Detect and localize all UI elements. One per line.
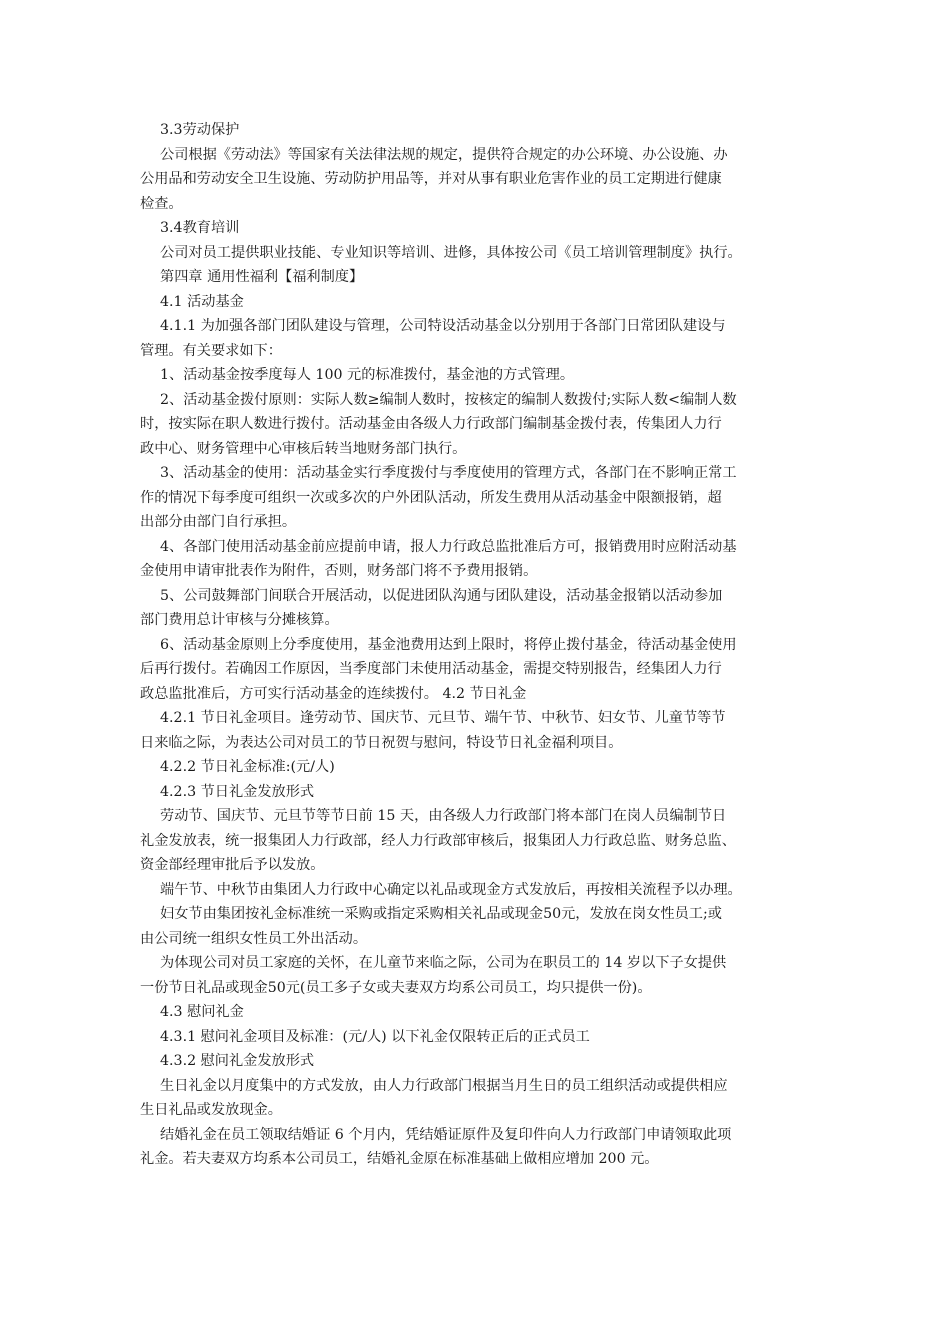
text-line: 4.2.1 节日礼金项目。逢劳动节、国庆节、元旦节、端午节、中秋节、妇女节、儿童节等节 — [160, 710, 726, 726]
text-line: 2、活动基金拨付原则：实际人数≥编制人数时，按核定的编制人数拨付;实际人数<编制人数 — [160, 391, 737, 408]
text-line: 检查。 — [140, 195, 183, 212]
text-line: 第四章 通用性福利【福利制度】 — [160, 269, 364, 285]
text-line: 生日礼金以月度集中的方式发放，由人力行政部门根据当月生日的员工组织活动或提供相应 — [160, 1077, 728, 1094]
text-line: 4.2.3 节日礼金发放形式 — [160, 783, 315, 800]
text-line: 管理。有关要求如下： — [140, 342, 282, 359]
text-line: 劳动节、国庆节、元旦节等节日前 15 天，由各级人力行政部门将本部门在岗人员编制节日 — [160, 808, 727, 824]
text-line: 6、活动基金原则上分季度使用，基金池费用达到上限时，将停止拨付基金，待活动基金使用 — [160, 636, 737, 653]
text-line: 资金部经理审批后予以发放。 — [140, 857, 325, 873]
text-line: 后再行拨付。若确因工作原因，当季度部门未使用活动基金，需提交特别报告，经集团人力行 — [140, 661, 722, 677]
text-line: 3、活动基金的使用：活动基金实行季度拨付与季度使用的管理方式，各部门在不影响正常工 — [160, 465, 737, 481]
text-line: 一份节日礼品或现金50元(员工多子女或夫妻双方均系公司员工，均只提供一份)。 — [140, 979, 652, 996]
text-line: 出部分由部门自行承担。 — [140, 514, 297, 530]
text-line: 公司对员工提供职业技能、专业知识等培训、进修，具体按公司《员工培训管理制度》执行。 — [160, 244, 742, 261]
text-line: 时，按实际在职人数进行拨付。活动基金由各级人力行政部门编制基金拨付表，传集团人力行 — [140, 416, 722, 432]
text-line: 4.2.2 节日礼金标准:(元/人) — [160, 759, 335, 775]
text-line: 4.1 活动基金 — [160, 293, 244, 310]
text-line: 3.4教育培训 — [160, 220, 240, 236]
text-line: 政中心、财务管理中心审核后转当地财务部门执行。 — [140, 440, 467, 457]
text-line: 作的情况下每季度可组织一次或多次的户外团队活动，所发生费用从活动基金中限额报销，超 — [140, 489, 722, 506]
text-line: 5、公司鼓舞部门间联合开展活动，以促进团队沟通与团队建设，活动基金报销以活动参加 — [160, 587, 723, 604]
text-line: 结婚礼金在员工领取结婚证 6 个月内，凭结婚证原件及复印件向人力行政部门申请领取此项 — [160, 1126, 732, 1143]
text-line: 礼金。若夫妻双方均系本公司员工，结婚礼金原在标准基础上做相应增加 200 元。 — [140, 1151, 659, 1167]
text-line: 4、各部门使用活动基金前应提前申请，报人力行政总监批准后方可，报销费用时应附活动基 — [160, 538, 737, 555]
text-line: 妇女节由集团按礼金标准统一采购或指定采购相关礼品或现金50元，发放在岗女性员工;或 — [160, 906, 722, 922]
text-line: 4.1.1 为加强各部门团队建设与管理，公司特设活动基金以分别用于各部门日常团队建设与 — [160, 318, 726, 334]
text-line: 1、活动基金按季度每人 100 元的标准拨付，基金池的方式管理。 — [160, 367, 575, 383]
document-page — [140, 118, 816, 1172]
text-line: 部门费用总计审核与分摊核算。 — [140, 612, 339, 628]
text-line: 4.3.2 慰问礼金发放形式 — [160, 1053, 315, 1069]
text-line: 由公司统一组织女性员工外出活动。 — [140, 930, 368, 947]
text-line: 政总监批准后，方可实行活动基金的连续拨付。 4.2 节日礼金 — [140, 685, 527, 702]
text-line: 3.3劳动保护 — [160, 122, 240, 138]
text-line: 公用品和劳动安全卫生设施、劳动防护用品等，并对从事有职业危害作业的员工定期进行健康 — [140, 171, 722, 187]
text-line: 生日礼品或发放现金。 — [140, 1102, 282, 1118]
text-line: 日来临之际，为表达公司对员工的节日祝贺与慰问，特设节日礼金福利项目。 — [140, 734, 623, 751]
text-line: 公司根据《劳动法》等国家有关法律法规的规定，提供符合规定的办公环境、办公设施、办 — [160, 146, 728, 163]
text-line: 金使用申请审批表作为附件，否则，财务部门将不予费用报销。 — [140, 563, 538, 579]
text-line: 为体现公司对员工家庭的关怀，在儿童节来临之际，公司为在职员工的 14 岁以下子女提供 — [160, 955, 727, 971]
text-line: 4.3.1 慰问礼金项目及标准：(元/人) 以下礼金仅限转正后的正式员工 — [160, 1028, 590, 1045]
text-line: 端午节、中秋节由集团人力行政中心确定以礼品或现金方式发放后，再按相关流程予以办理。 — [160, 881, 742, 898]
text-line: 4.3 慰问礼金 — [160, 1004, 244, 1020]
text-line: 礼金发放表，统一报集团人力行政部，经人力行政部审核后，报集团人力行政总监、财务总监、 — [140, 832, 736, 849]
